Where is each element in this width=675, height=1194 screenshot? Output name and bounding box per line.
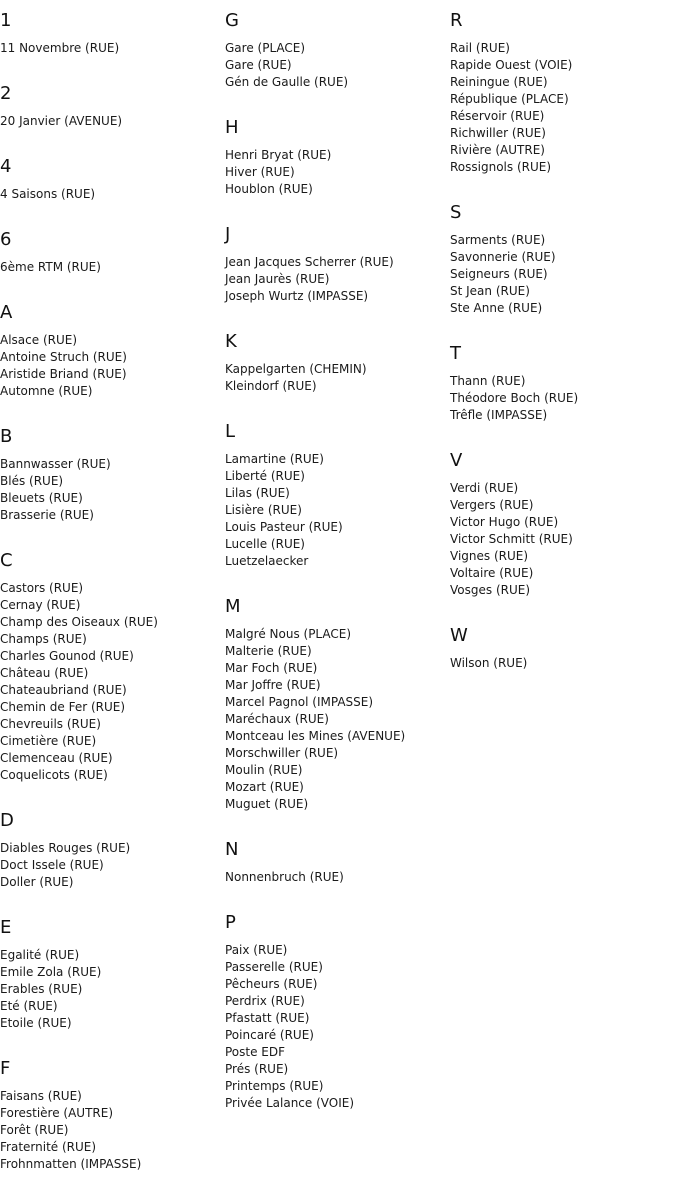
letter-group [0, 416, 225, 540]
street-link[interactable]: 6ème RTM (RUE) [0, 260, 101, 274]
letter-heading: J [225, 224, 231, 245]
street-list [450, 365, 675, 440]
street-list [450, 472, 675, 615]
street-list [0, 448, 225, 540]
street-link[interactable]: Rail (RUE) [450, 41, 510, 55]
street-link[interactable]: Richwiller (RUE) [450, 126, 546, 140]
street-link[interactable]: Nonnenbruch (RUE) [225, 870, 344, 884]
street-link[interactable]: Lisière (RUE) [225, 503, 302, 517]
street-link[interactable]: Poste EDF [225, 1045, 286, 1059]
street-link[interactable]: Lamartine (RUE) [225, 452, 324, 466]
street-link[interactable]: Victor Hugo (RUE) [450, 515, 559, 529]
street-link[interactable]: Louis Pasteur (RUE) [225, 520, 343, 534]
street-link[interactable]: St Jean (RUE) [450, 284, 530, 298]
street-link[interactable]: Seigneurs (RUE) [450, 267, 548, 281]
street-link[interactable]: Houblon (RUE) [225, 182, 313, 196]
street-link[interactable]: Ste Anne (RUE) [450, 301, 543, 315]
letter-group [450, 192, 675, 333]
street-link[interactable]: Cernay (RUE) [0, 598, 81, 612]
street-link[interactable]: Kappelgarten (CHEMIN) [225, 362, 367, 376]
street-link[interactable]: Alsace (RUE) [0, 333, 78, 347]
street-link[interactable]: Blés (RUE) [0, 474, 64, 488]
street-link[interactable]: Privée Lalance (VOIE) [225, 1096, 355, 1110]
street-link[interactable]: République (PLACE) [450, 92, 569, 106]
street-link[interactable]: Castors (RUE) [0, 581, 84, 595]
street-link[interactable]: Théodore Boch (RUE) [450, 391, 579, 405]
letter-heading: B [0, 426, 13, 447]
street-link[interactable]: Doller (RUE) [0, 875, 74, 889]
street-link[interactable]: Jean Jacques Scherrer (RUE) [225, 255, 394, 269]
letter-group [0, 292, 225, 416]
street-link[interactable]: Réservoir (RUE) [450, 109, 545, 123]
street-link[interactable]: Forêt (RUE) [0, 1123, 69, 1137]
street-list [225, 861, 450, 902]
street-link[interactable]: Voltaire (RUE) [450, 566, 534, 580]
street-link[interactable]: Sarments (RUE) [450, 233, 546, 247]
street-link[interactable]: Faisans (RUE) [0, 1089, 82, 1103]
street-list [0, 572, 225, 800]
street-link[interactable]: Perdrix (RUE) [225, 994, 305, 1008]
street-link[interactable]: Champs (RUE) [0, 632, 87, 646]
letter-heading: E [0, 917, 12, 938]
letter-group [450, 333, 675, 440]
street-link[interactable]: Gare (RUE) [225, 58, 292, 72]
letter-group [0, 219, 225, 292]
street-link[interactable]: Trêfle (IMPASSE) [450, 408, 548, 422]
letter-group [225, 214, 450, 321]
street-list [225, 353, 450, 411]
street-link[interactable]: Aristide Briand (RUE) [0, 367, 127, 381]
street-link[interactable]: Egalité (RUE) [0, 948, 80, 962]
letter-group [450, 440, 675, 615]
street-link[interactable]: Kleindorf (RUE) [225, 379, 317, 393]
street-link[interactable]: Muguet (RUE) [225, 797, 309, 811]
letter-group [225, 321, 450, 411]
street-link[interactable]: Savonnerie (RUE) [450, 250, 556, 264]
street-list [225, 32, 450, 107]
street-link[interactable]: Prés (RUE) [225, 1062, 289, 1076]
street-link[interactable]: Château (RUE) [0, 666, 89, 680]
street-link[interactable]: Etoile (RUE) [0, 1016, 72, 1030]
street-link[interactable]: Pfastatt (RUE) [225, 1011, 310, 1025]
street-link[interactable]: Lilas (RUE) [225, 486, 290, 500]
street-link[interactable]: Lucelle (RUE) [225, 537, 305, 551]
letter-group [0, 0, 225, 73]
letter-group [0, 73, 225, 146]
letter-heading: F [0, 1058, 11, 1079]
street-link[interactable]: Diables Rouges (RUE) [0, 841, 131, 855]
street-list [225, 618, 450, 829]
letter-heading: 4 [0, 156, 12, 177]
letter-heading: W [450, 625, 468, 646]
street-link[interactable]: Printemps (RUE) [225, 1079, 324, 1093]
street-list [0, 1080, 225, 1189]
street-list [450, 647, 675, 688]
street-link[interactable]: Bannwasser (RUE) [0, 457, 111, 471]
street-link[interactable]: 4 Saisons (RUE) [0, 187, 96, 201]
street-link[interactable]: Vosges (RUE) [450, 583, 531, 597]
letter-heading: C [0, 550, 13, 571]
letter-group [225, 107, 450, 214]
letter-heading: R [450, 10, 463, 31]
street-link[interactable]: Thann (RUE) [450, 374, 526, 388]
street-list [225, 246, 450, 321]
letter-group [225, 411, 450, 586]
street-link[interactable]: Verdi (RUE) [450, 481, 519, 495]
street-link[interactable]: Malgré Nous (PLACE) [225, 627, 352, 641]
street-link[interactable]: Hiver (RUE) [225, 165, 295, 179]
street-link[interactable]: Chemin de Fer (RUE) [0, 700, 126, 714]
letter-heading: P [225, 912, 236, 933]
street-link[interactable]: Brasserie (RUE) [0, 508, 94, 522]
street-link[interactable]: Rossignols (RUE) [450, 160, 552, 174]
street-link[interactable]: Mar Joffre (RUE) [225, 678, 321, 692]
street-link[interactable]: Victor Schmitt (RUE) [450, 532, 573, 546]
street-link[interactable]: Forestière (AUTRE) [0, 1106, 114, 1120]
street-link[interactable]: Emile Zola (RUE) [0, 965, 102, 979]
letter-heading: 2 [0, 83, 12, 104]
letter-heading: A [0, 302, 13, 323]
street-list [0, 324, 225, 416]
street-link[interactable]: Malterie (RUE) [225, 644, 312, 658]
street-link[interactable]: Passerelle (RUE) [225, 960, 323, 974]
street-index-column-1 [0, 0, 225, 1189]
street-link[interactable]: Eté (RUE) [0, 999, 58, 1013]
letter-group [450, 615, 675, 688]
street-link[interactable]: 20 Janvier (AVENUE) [0, 114, 123, 128]
street-link[interactable]: Champ des Oiseaux (RUE) [0, 615, 158, 629]
street-link[interactable]: Doct Issele (RUE) [0, 858, 104, 872]
street-link[interactable]: Cimetière (RUE) [0, 734, 97, 748]
letter-group [225, 829, 450, 902]
street-link[interactable]: Chevreuils (RUE) [0, 717, 101, 731]
street-list [0, 105, 225, 146]
street-index-column-2 [225, 0, 450, 1128]
street-link[interactable]: Maréchaux (RUE) [225, 712, 329, 726]
street-link[interactable]: Henri Bryat (RUE) [225, 148, 332, 162]
letter-heading: K [225, 331, 237, 352]
street-list [225, 443, 450, 586]
street-link[interactable]: Liberté (RUE) [225, 469, 305, 483]
letter-heading: H [225, 117, 239, 138]
street-list [0, 251, 225, 292]
street-link[interactable]: Gén de Gaulle (RUE) [225, 75, 349, 89]
letter-heading: L [225, 421, 236, 442]
street-link[interactable]: Montceau les Mines (AVENUE) [225, 729, 406, 743]
street-link[interactable]: Pêcheurs (RUE) [225, 977, 318, 991]
street-link[interactable]: Morschwiller (RUE) [225, 746, 339, 760]
street-link[interactable]: Rivière (AUTRE) [450, 143, 545, 157]
street-link[interactable]: Reiningue (RUE) [450, 75, 548, 89]
street-link[interactable]: 11 Novembre (RUE) [0, 41, 120, 55]
street-link[interactable]: Luetzelaecker [225, 554, 309, 568]
street-link[interactable]: Rapide Ouest (VOIE) [450, 58, 573, 72]
street-link[interactable]: Automne (RUE) [0, 384, 93, 398]
street-list [0, 178, 225, 219]
street-link[interactable]: Charles Gounod (RUE) [0, 649, 134, 663]
street-link[interactable]: Poincaré (RUE) [225, 1028, 314, 1042]
street-list [225, 139, 450, 214]
street-link[interactable]: Mar Foch (RUE) [225, 661, 318, 675]
street-list [0, 832, 225, 907]
street-list [0, 939, 225, 1048]
letter-heading: G [225, 10, 239, 31]
street-index-column-3 [450, 0, 675, 688]
letter-group [0, 146, 225, 219]
letter-group [450, 0, 675, 192]
street-link[interactable]: Fraternité (RUE) [0, 1140, 97, 1154]
street-list [450, 224, 675, 333]
street-link[interactable]: Paix (RUE) [225, 943, 288, 957]
street-link[interactable]: Vergers (RUE) [450, 498, 534, 512]
street-link[interactable]: Marcel Pagnol (IMPASSE) [225, 695, 374, 709]
street-link[interactable]: Jean Jaurès (RUE) [225, 272, 330, 286]
street-list [450, 32, 675, 192]
letter-heading: N [225, 839, 239, 860]
letter-group [0, 800, 225, 907]
street-list [0, 32, 225, 73]
letter-group [225, 0, 450, 107]
letter-heading: V [450, 450, 463, 471]
letter-heading: S [450, 202, 462, 223]
street-link[interactable]: Frohnmatten (IMPASSE) [0, 1157, 142, 1171]
letter-group [225, 902, 450, 1128]
letter-group [225, 586, 450, 829]
letter-heading: 1 [0, 10, 12, 31]
letter-group [0, 1048, 225, 1189]
letter-heading: 6 [0, 229, 12, 250]
street-link[interactable]: Gare (PLACE) [225, 41, 306, 55]
street-link[interactable]: Wilson (RUE) [450, 656, 528, 670]
letter-heading: M [225, 596, 241, 617]
street-link[interactable]: Clemenceau (RUE) [0, 751, 113, 765]
street-link[interactable]: Chateaubriand (RUE) [0, 683, 127, 697]
street-list [225, 934, 450, 1128]
street-link[interactable]: Mozart (RUE) [225, 780, 304, 794]
letter-heading: T [450, 343, 461, 364]
letter-group [0, 907, 225, 1048]
street-link[interactable]: Joseph Wurtz (IMPASSE) [225, 289, 369, 303]
letter-group [0, 540, 225, 800]
street-link[interactable]: Coquelicots (RUE) [0, 768, 108, 782]
street-link[interactable]: Antoine Struch (RUE) [0, 350, 127, 364]
street-link[interactable]: Erables (RUE) [0, 982, 83, 996]
street-link[interactable]: Vignes (RUE) [450, 549, 529, 563]
street-link[interactable]: Bleuets (RUE) [0, 491, 83, 505]
letter-heading: D [0, 810, 14, 831]
street-link[interactable]: Moulin (RUE) [225, 763, 303, 777]
